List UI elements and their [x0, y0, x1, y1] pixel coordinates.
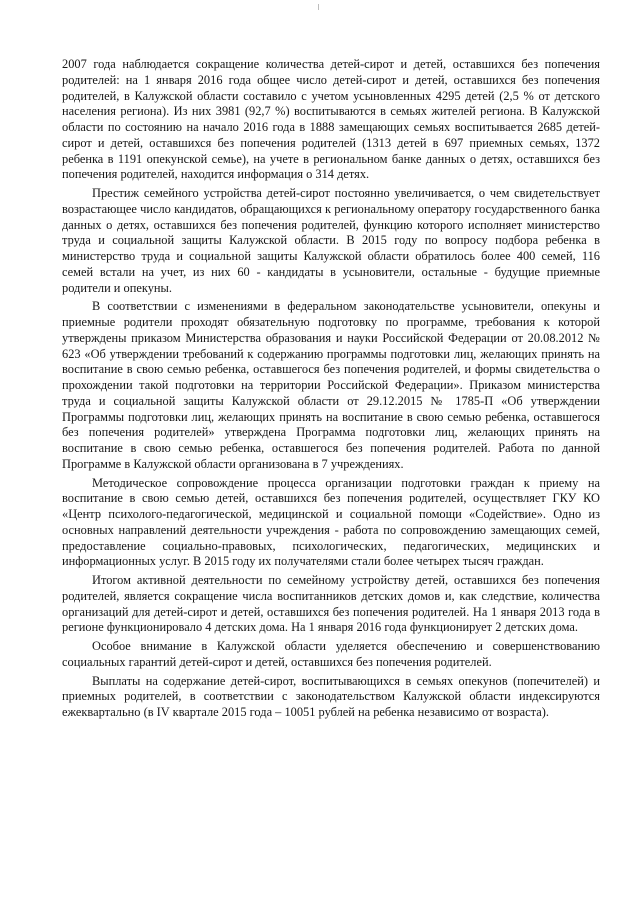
- paragraph-family-placement-prestige: Престиж семейного устройства детей-сирот постоянно увеличивается, о чем свидетельствует возрастающее число кандидатов, обращающихся к региональному оператору государственного банка данных о детях, оставшихся без попечения родителей, функцию которого исполняет министерство труда и социальной защиты Калужской области. В 2015 году по вопросу подбора ребенка в министерство труда и социальной защиты Калужской области обратилось более 400 семей, 116 семей встали на учет, из них 60 - кандидаты в усыновители, остальные - будущие приемные родители и опекуны.: [62, 186, 600, 295]
- paragraph-orphan-statistics: 2007 года наблюдается сокращение количества детей-сирот и детей, оставшихся без попечения родителей: на 1 января 2016 года общее число детей-сирот и детей, оставшихся без попечения родителей, в Калужской области составило с учетом усыновленных 4295 детей (2,5 % от детского населения региона). Из них 3981 (92,7 %) воспитываются в семьях жителей региона. В Калужской области по состоянию на начало 2016 года в 1888 замещающих семьях воспитывается 2685 детей-сирот и детей, оставшихся без попечения родителей (1313 детей в 697 приемных семьях, 1372 ребенка в 1191 опекунской семье), на учете в региональном банке данных о детях, оставшихся без попечения родителей, находится информация о 314 детях.: [62, 57, 600, 182]
- paragraph-methodical-support: Методическое сопровождение процесса организации подготовки граждан к приему на воспитание в свою семью детей, оставшихся без попечения родителей, осуществляет ГКУ КО «Центр психолого-педагогической, медицинской и социальной помощи «Содействие». Одно из основных направлений деятельности учреждения - работа по сопровождению замещающих семей, предоставление социально-правовых, психологических, педагогических, медицинских и информационных услуг. В 2015 году их получателями стали более четырех тысяч граждан.: [62, 475, 600, 569]
- paragraph-social-guarantees: Особое внимание в Калужской области уделяется обеспечению и совершенствованию социальных гарантий детей-сирот и детей, оставшихся без попечения родителей.: [62, 639, 600, 669]
- paragraph-payments: Выплаты на содержание детей-сирот, воспитывающихся в семьях опекунов (попечителей) и приемных родителей, в соответствии с законодательством Калужской области индексируются ежеквартально (в IV квартале 2015 года – 10051 рублей на ребенка независимо от возраста).: [62, 673, 600, 719]
- paragraph-training-program: В соответствии с изменениями в федеральном законодательстве усыновители, опекуны и приемные родители проходят обязательную подготовку по программе, требования к которой утверждены приказом Министерства образования и науки Российской Федерации от 20.08.2012 № 623 «Об утверждении требований к содержанию программы подготовки лиц, желающих принять на воспитание в свою семью ребенка, оставшегося без попечения родителей, и формы свидетельства о прохождении такой подготовки на территории Российской Федерации». Приказом министерства труда и социальной защиты Калужской области от 29.12.2015 № 1785-П «Об утверждении Программы подготовки лиц, желающих принять на воспитание в свою семью ребенка, оставшегося без попечения родителей» утверждена Программа подготовки лиц, желающих принять на воспитание в свою семью ребенка, оставшегося без попечения родителей. Работа по данной Программе в Калужской области организована в 7 учреждениях.: [62, 299, 600, 471]
- scan-mark: [318, 4, 319, 10]
- paragraph-orphanage-reduction: Итогом активной деятельности по семейному устройству детей, оставшихся без попечения родителей, является сокращение числа воспитанников детских домов и, как следствие, количества организаций для детей-сирот и детей, оставшихся без попечения родителей. На 1 января 2013 года в регионе функционировало 4 детских дома. На 1 января 2016 года функционирует 2 детских дома.: [62, 573, 600, 635]
- document-page: [62, 57, 600, 724]
